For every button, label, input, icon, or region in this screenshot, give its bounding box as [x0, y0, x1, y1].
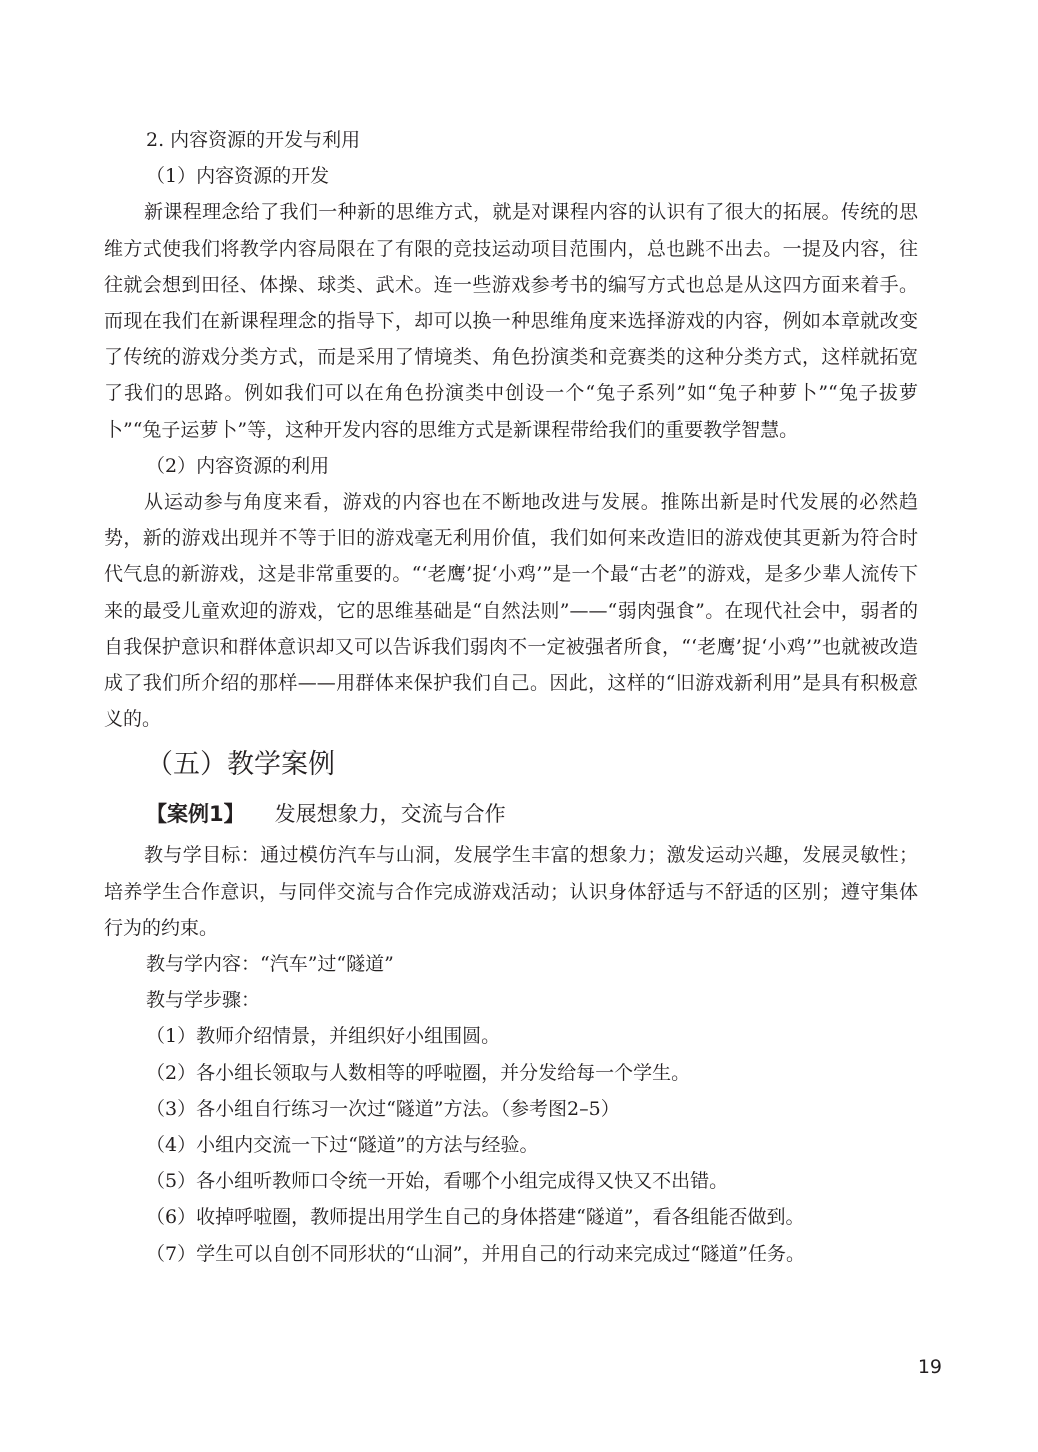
case-1-steps-label: 教与学步骤：: [146, 989, 261, 1012]
subsection-2-title: （2）内容资源的利用: [146, 454, 330, 477]
subsection-2-body: 从运动参与角度来看，游戏的内容也在不断地改进与发展。推陈出新是时代发展的必然趋势，新的游戏出现并不等于旧的游戏毫无利用价值，我们如何来改造旧的游戏使其更新为符合时代气息的新游戏，这是非常重要的。“‘老鹰’捉‘小鸡’”是一个最“古老”的游戏，是多少辈人流传下来的最受儿童欢迎的游戏，它的思维基础是“自然法则”——“弱肉强食”。在现代社会中，弱者的自我保护意识和群体意识却又可以告诉我们弱肉不一定被强者所食，“‘老鹰’捉‘小鸡’”也就被改造成了我们所介绍的那样——用群体来保护我们自己。因此，这样的“旧游戏新利用”是具有积极意义的。: [104, 491, 918, 731]
page-content: [104, 122, 918, 1272]
subsection-1-title: （1）内容资源的开发: [146, 165, 330, 188]
case-1-step: （5）各小组听教师口令统一开始，看哪个小组完成得又快又不出错。: [146, 1170, 729, 1193]
section-2-title: 2. 内容资源的开发与利用: [146, 129, 361, 151]
case-1-step: （6）收掉呼啦圈，教师提出用学生自己的身体搭建“隧道”，看各组能否做到。: [146, 1206, 805, 1229]
page-number: 19: [917, 1356, 942, 1378]
case-1-step: （4）小组内交流一下过“隧道”的方法与经验。: [146, 1134, 539, 1157]
case-1-goal: 教与学目标：通过模仿汽车与山洞，发展学生丰富的想象力；激发运动兴趣，发展灵敏性；培养学生合作意识，与同伴交流与合作完成游戏活动；认识身体舒适与不舒适的区别；遵守集体行为的约束。: [104, 844, 918, 939]
case-1-step: （3）各小组自行练习一次过“隧道”方法。（参考图2–5）: [146, 1097, 620, 1120]
section-5-heading: （五）教学案例: [146, 749, 335, 781]
case-1-tag: 【案例1】: [146, 802, 245, 827]
case-1-heading: [104, 795, 918, 833]
subsection-1-body: 新课程理念给了我们一种新的思维方式，就是对课程内容的认识有了很大的拓展。传统的思维方式使我们将教学内容局限在了有限的竞技运动项目范围内，总也跳不出去。一提及内容，往往就会想到田径、体操、球类、武术。连一些游戏参考书的编写方式也总是从这四方面来着手。而现在我们在新课程理念的指导下，却可以换一种思维角度来选择游戏的内容，例如本章就改变了传统的游戏分类方式，而是采用了情境类、角色扮演类和竞赛类的这种分类方式，这样就拓宽了我们的思路。例如我们可以在角色扮演类中创设一个“兔子系列”如“兔子种萝卜”“兔子拔萝卜”“兔子运萝卜”等，这种开发内容的思维方式是新课程带给我们的重要教学智慧。: [104, 201, 918, 441]
case-1-content: 教与学内容：“汽车”过“隧道”: [146, 953, 394, 976]
case-1-step: （2）各小组长领取与人数相等的呼啦圈，并分发给每一个学生。: [146, 1061, 691, 1084]
case-1-step: （1）教师介绍情景，并组织好小组围圆。: [146, 1025, 501, 1048]
case-1-step: （7）学生可以自创不同形状的“山洞”，并用自己的行动来完成过“隧道”任务。: [146, 1242, 805, 1265]
case-1-title: 发展想象力，交流与合作: [274, 802, 506, 827]
